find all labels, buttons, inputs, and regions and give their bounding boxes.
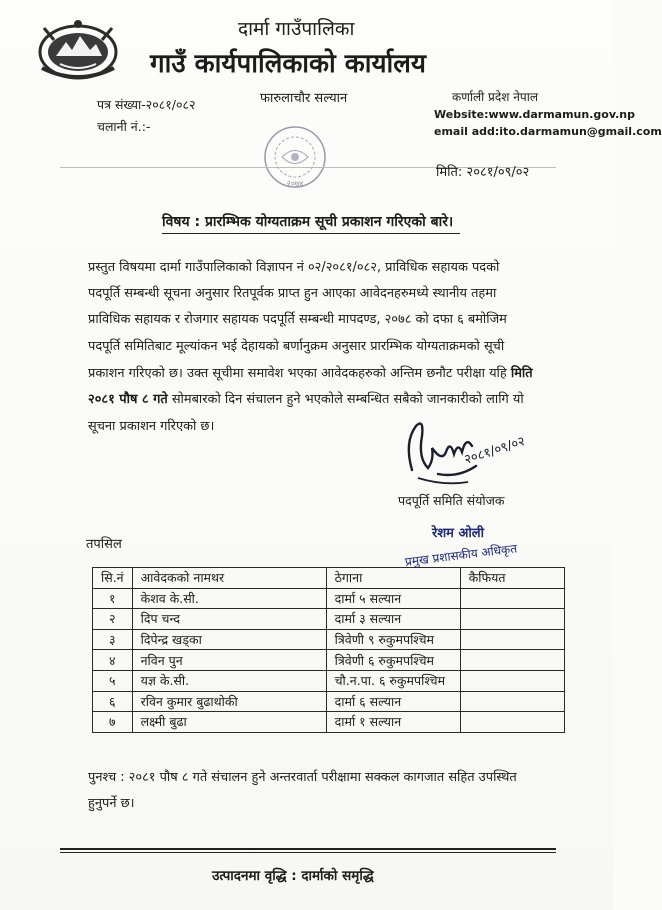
cell-sn: ४ xyxy=(93,650,133,671)
office-stamp-icon xyxy=(262,124,328,190)
col-header-sn: सि.नं xyxy=(93,568,133,589)
stamp-year: २०७४ xyxy=(286,179,304,188)
cell-sn: ७ xyxy=(93,712,133,733)
cell-remarks xyxy=(460,691,564,712)
cell-address: दार्मा ५ सल्यान xyxy=(326,588,460,609)
cell-address: दार्मा १ सल्यान xyxy=(326,712,460,733)
cell-name: दिप चन्द xyxy=(132,609,326,630)
office-title: गाउँ कार्यपालिकाको कार्यालय xyxy=(150,49,426,79)
cell-address: त्रिवेणी ६ रुकुमपश्चिम xyxy=(326,650,460,671)
body-line-5 xyxy=(88,361,540,387)
letter-date: मिति: २०८१/०९/०२ xyxy=(436,165,530,180)
cell-remarks xyxy=(460,712,564,733)
col-header-name: आवेदकको नामथर xyxy=(132,568,326,589)
exam-date-bold: २०८१ पौष ८ गते xyxy=(88,392,168,407)
col-header-address: ठेगाना xyxy=(326,568,460,589)
table-row xyxy=(93,650,565,671)
table-row xyxy=(93,712,565,733)
signatory-designation: प्रमुख प्रशासकीय अधिकृत xyxy=(404,541,518,569)
cell-name: रविन कुमार बुढाथोकी xyxy=(132,691,326,712)
office-address: फारुलाचौर सल्यान xyxy=(260,91,348,106)
cell-name: केशव के.सी. xyxy=(132,588,326,609)
footer-rule-top xyxy=(60,848,556,850)
postscript-line-2: हुनुपर्ने छ। xyxy=(88,796,135,811)
body-line-5-bold: मिति xyxy=(510,366,533,381)
applicant-table xyxy=(92,567,565,733)
schedule-label: तपसिल xyxy=(86,537,122,552)
subject-underline xyxy=(162,233,460,234)
table-row xyxy=(93,670,565,691)
cell-sn: ३ xyxy=(93,629,133,650)
cell-name: दिपेन्द्र खड्का xyxy=(132,629,326,650)
body-line-4: पदपूर्ति समितिबाट मूल्यांकन भई देहायको बर्णानुक्रम अनुसार प्रारम्भिक योग्यताक्रमको सूची xyxy=(88,339,505,354)
cell-name: लक्ष्मी बुढा xyxy=(132,712,326,733)
footer-slogan: उत्पादनमा वृद्धि : दार्माको समृद्धि xyxy=(212,868,374,884)
body-line-7: सूचना प्रकाशन गरिएको छ। xyxy=(88,419,215,434)
cell-remarks xyxy=(460,629,564,650)
cell-address: दार्मा ३ सल्यान xyxy=(326,609,460,630)
cell-remarks xyxy=(460,650,564,671)
cell-address: चौ.न.पा. ६ रुकुमपश्चिम xyxy=(326,670,460,691)
email-text: email add:ito.darmamun@gmail.com xyxy=(434,125,662,138)
body-line-5-text: प्रकाशन गरिएको छ। उक्त सूचीमा समावेश भएका आवेदकहरुको अन्तिम छनौट परीक्षा यहि xyxy=(88,366,507,381)
cell-address: त्रिवेणी ९ रुकुमपश्चिम xyxy=(326,629,460,650)
cell-name: नविन पुन xyxy=(132,650,326,671)
col-header-remarks: कैफियत xyxy=(460,568,564,589)
letter-number: पत्र संख्या-२०८१/०८२ xyxy=(97,97,196,112)
table-row xyxy=(93,588,565,609)
postscript-line-1: पुनश्च : २०८१ पौष ८ गते संचालन हुने अन्तरवार्ता परीक्षामा सक्कल कागजात सहित उपस्थित xyxy=(88,770,517,785)
cell-sn: २ xyxy=(93,609,133,630)
province-label: कर्णाली प्रदेश नेपाल xyxy=(452,90,538,104)
municipality-name: दार्मा गाउँपालिका xyxy=(238,18,355,40)
signatory-role: पदपूर्ति समिति संयोजक xyxy=(398,493,505,508)
signature-mark xyxy=(398,412,546,494)
cell-address: दार्मा ६ सल्यान xyxy=(326,691,460,712)
cell-remarks xyxy=(460,670,564,691)
dispatch-number: चलानी नं.:- xyxy=(97,119,151,134)
cell-name: यज्ञ के.सी. xyxy=(132,670,326,691)
signatory-name: रेशम ओली xyxy=(432,526,484,541)
cell-sn: ६ xyxy=(93,691,133,712)
body-line-6 xyxy=(88,387,540,413)
table-row xyxy=(93,691,565,712)
cell-remarks xyxy=(460,588,564,609)
body-line-6-text: सोमबारको दिन संचालन हुने भएकोले सम्बन्धित सबैको जानकारीको लागि यो xyxy=(171,392,524,407)
nepal-emblem-icon xyxy=(34,18,122,82)
cell-remarks xyxy=(460,609,564,630)
body-line-3: प्राविधिक सहायक र रोजगार सहायक पदपूर्ति सम्बन्धी मापदण्ड, २०७८ को दफा ६ बमोजिम xyxy=(88,312,507,327)
footer-rule-bottom xyxy=(60,852,556,853)
website-text: Website:www.darmamun.gov.np xyxy=(434,108,635,121)
body-line-2: पदपूर्ति सम्बन्धी सूचना अनुसार रितपूर्वक प्राप्त हुन आएका आवेदनहरुमध्ये स्थानीय तहमा xyxy=(88,286,497,301)
cell-sn: १ xyxy=(93,588,133,609)
cell-sn: ५ xyxy=(93,670,133,691)
signature-date: २०८१/०९/०२ xyxy=(462,434,528,468)
body-line-1: प्रस्तुत विषयमा दार्मा गाउँपालिकाको विज्ञापन नं ०२/२०८१/०८२, प्राविधिक सहायक पदको xyxy=(88,260,500,275)
table-row xyxy=(93,609,565,630)
table-header-row xyxy=(93,568,565,589)
table-row xyxy=(93,629,565,650)
subject-line: विषय : प्रारम्भिक योग्यताक्रम सूची प्रकाशन गरिएको बारे। xyxy=(162,214,454,230)
